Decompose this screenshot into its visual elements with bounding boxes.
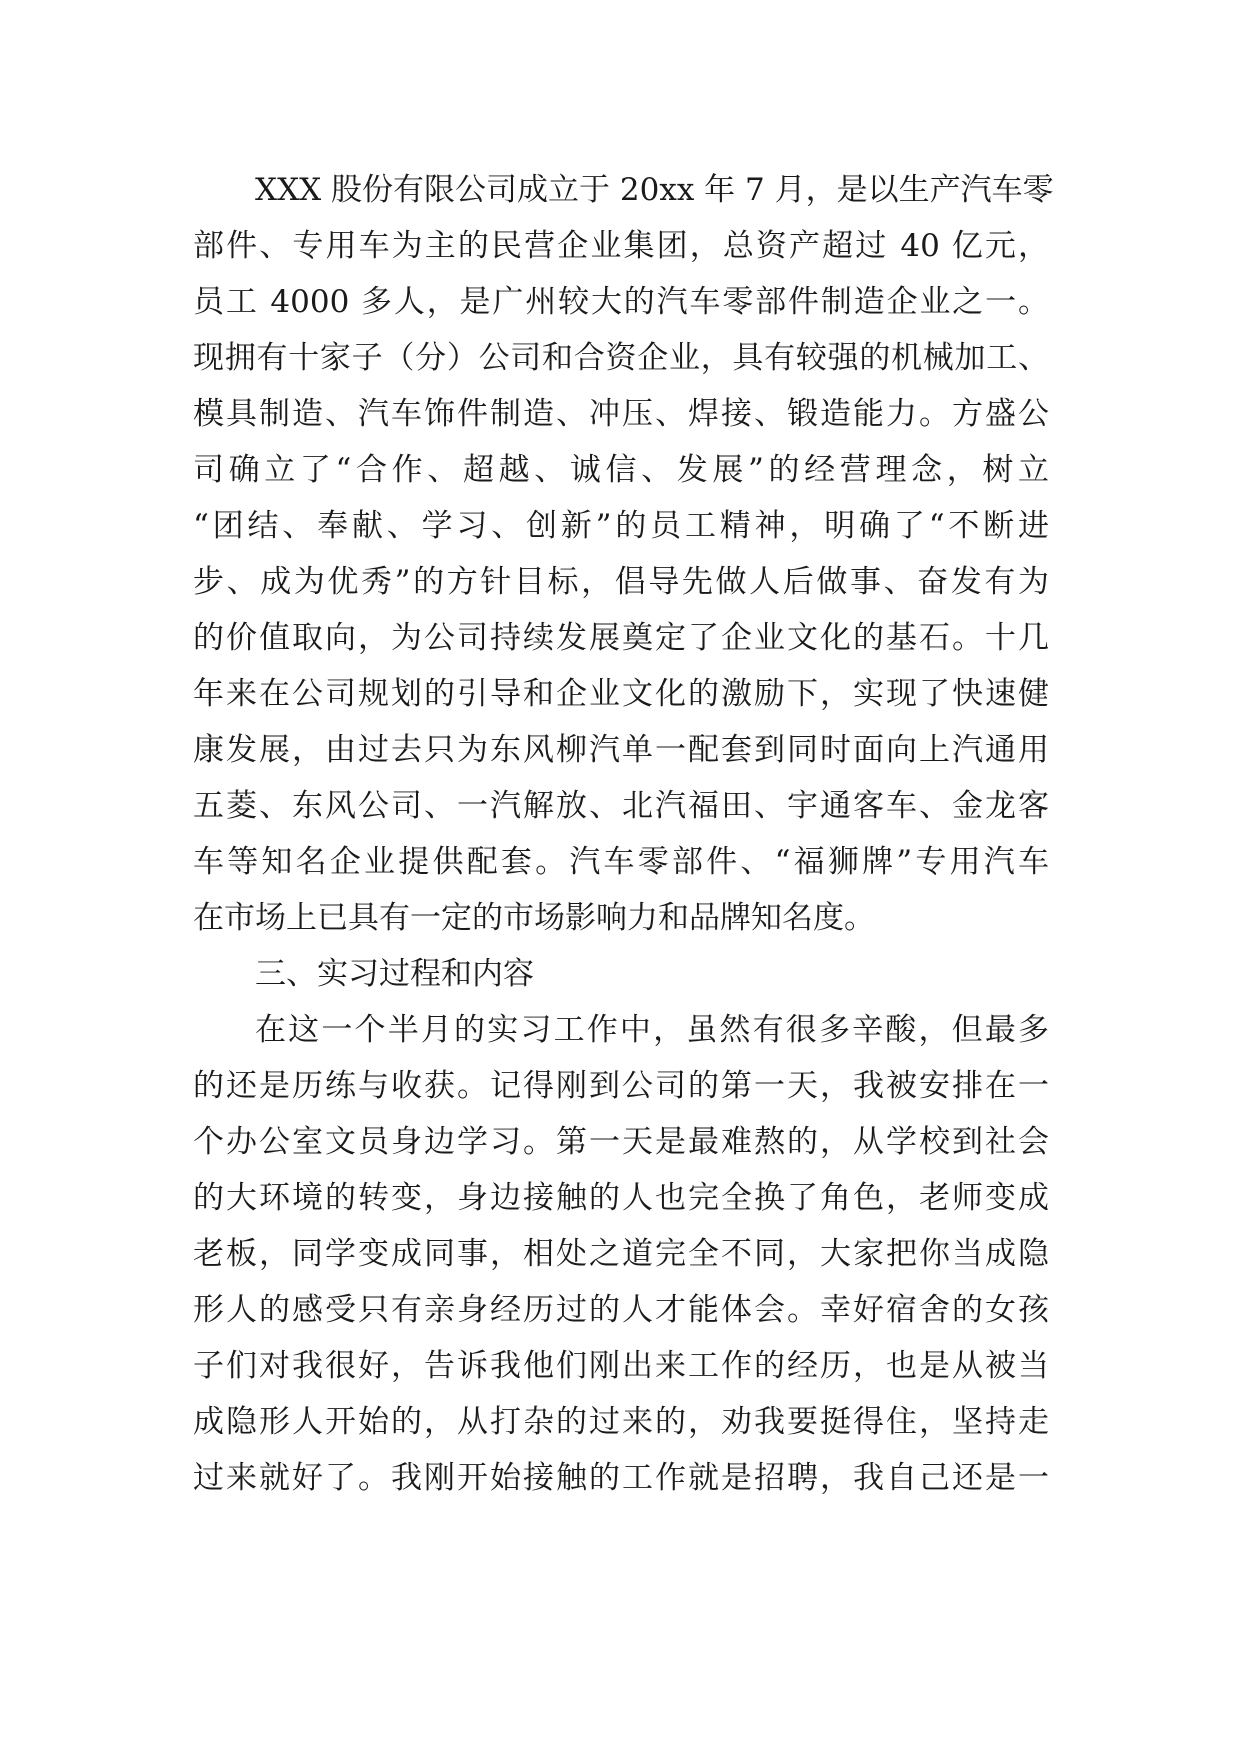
paragraph-line: 个办公室文员身边学习。第一天是最难熬的，从学校到社会 [193,1124,1049,1160]
paragraph-line: 的大环境的转变，身边接触的人也完全换了角色，老师变成 [193,1180,1049,1216]
section-heading: 三、实习过程和内容 [255,956,534,992]
paragraph-line: 在这一个半月的实习工作中，虽然有很多辛酸，但最多 [255,1012,1049,1048]
paragraph-line: 的价值取向，为公司持续发展奠定了企业文化的基石。十几 [193,620,1049,656]
paragraph-line: 现拥有十家子（分）公司和合资企业，具有较强的机械加工、 [193,340,1049,376]
paragraph-line: 步、成为优秀”的方针目标，倡导先做人后做事、奋发有为 [193,564,1049,600]
paragraph-line: 模具制造、汽车饰件制造、冲压、焊接、锻造能力。方盛公 [193,396,1049,432]
paragraph-line: 老板，同学变成同事，相处之道完全不同，大家把你当成隐 [193,1236,1049,1272]
paragraph-line: 部件、专用车为主的民营企业集团，总资产超过 40 亿元， [193,228,1049,264]
paragraph-line: 五菱、东风公司、一汽解放、北汽福田、宇通客车、金龙客 [193,788,1049,824]
paragraph-line: 年来在公司规划的引导和企业文化的激励下，实现了快速健 [193,676,1049,712]
paragraph-line: 车等知名企业提供配套。汽车零部件、“福狮牌”专用汽车 [193,844,1049,880]
paragraph-line: 成隐形人开始的，从打杂的过来的，劝我要挺得住，坚持走 [193,1404,1049,1440]
paragraph-line: 子们对我很好，告诉我他们刚出来工作的经历，也是从被当 [193,1348,1049,1384]
paragraph-line: 在市场上已具有一定的市场影响力和品牌知名度。 [193,900,875,936]
paragraph-line: XXX 股份有限公司成立于 20xx 年 7 月，是以生产汽车零 [255,172,1054,208]
paragraph-line: 的还是历练与收获。记得刚到公司的第一天，我被安排在一 [193,1068,1049,1104]
paragraph-line: “团结、奉献、学习、创新”的员工精神，明确了“不断进 [193,508,1049,544]
paragraph-line: 员工 4000 多人，是广州较大的汽车零部件制造企业之一。 [193,284,1049,320]
body-text [193,162,1054,1506]
paragraph-line: 康发展，由过去只为东风柳汽单一配套到同时面向上汽通用 [193,732,1049,768]
paragraph-line: 形人的感受只有亲身经历过的人才能体会。幸好宿舍的女孩 [193,1292,1049,1328]
paragraph-line: 司确立了“合作、超越、诚信、发展”的经营理念，树立 [193,452,1049,488]
paragraph-line: 过来就好了。我刚开始接触的工作就是招聘，我自己还是一 [193,1460,1049,1496]
